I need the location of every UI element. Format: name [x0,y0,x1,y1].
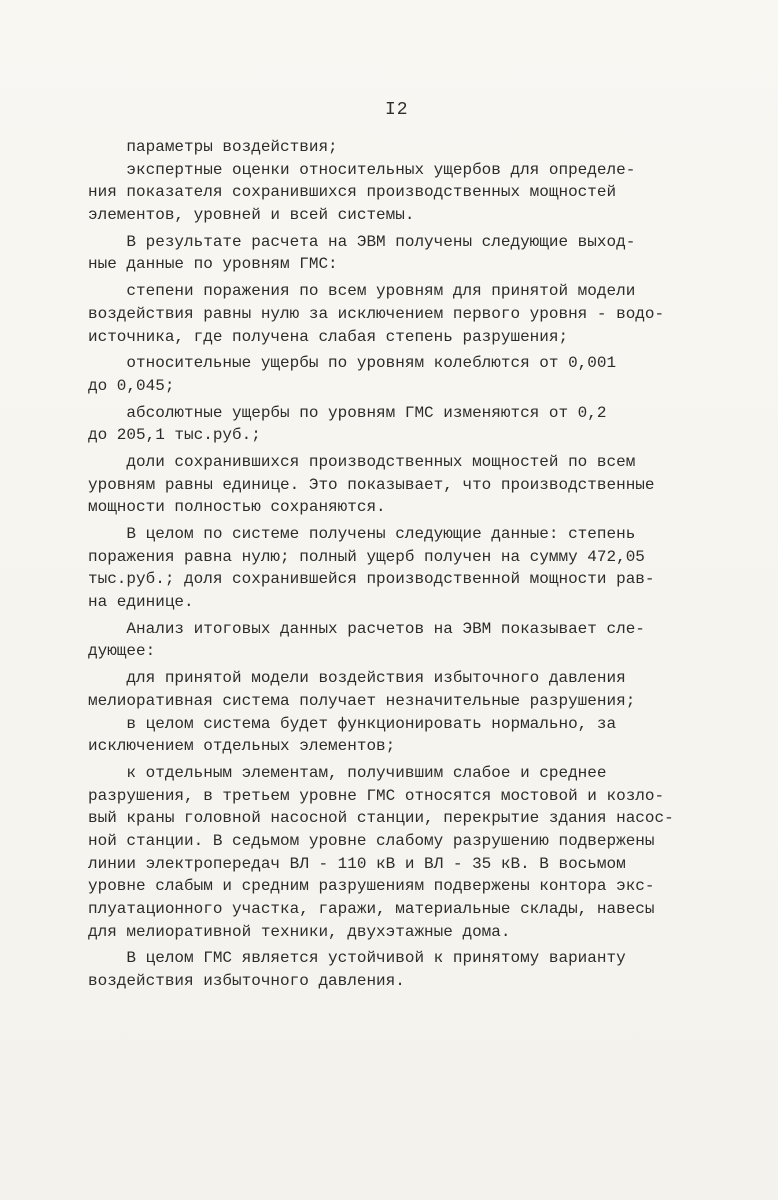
text-line: на единице. [88,593,194,612]
text-line: источника, где получена слабая степень разрушения; [88,327,569,346]
text-line: до 205,1 тыс.руб.; [88,426,261,445]
text-line: экспертные оценки относительных ущербов для определе- [88,160,636,179]
main-text [88,136,688,993]
text-line: воздействия равны нулю за исключением первого уровня - водо- [88,304,665,323]
text-line: до 0,045; [88,376,175,395]
text-line: ния показателя сохранившихся производственных мощностей [88,183,617,202]
text-line: воздействия избыточного давления. [88,972,405,991]
text-line: уровне слабым и средним разрушениям подвержены контора экс- [88,877,655,896]
text-line: тыс.руб.; доля сохранившейся производственной мощности рав- [88,570,655,589]
text-line: параметры воздействия; [88,138,338,156]
text-line: для мелиоративной техники, двухэтажные дома. [88,922,511,941]
page-number: I2 [385,100,409,120]
text-line: мелиоративная система получает незначительные разрушения; [88,691,636,710]
text-line: в целом система будет функционировать нормально, за [88,714,617,733]
text-line: В целом по системе получены следующие данные: степень [88,525,636,543]
text-line: разрушения, в третьем уровне ГМС относятся мостовой и козло- [88,786,665,805]
text-line: для принятой модели воздействия избыточного давления [88,669,626,688]
text-line: линии электропередач ВЛ - 110 кВ и ВЛ - 35 кВ. В восьмом [88,854,626,873]
text-line: ные данные по уровням ГМС: [88,255,338,274]
text-line: элементов, уровней и всей системы. [88,206,415,225]
text-line: В целом ГМС является устойчивой к принятому варианту [88,949,626,968]
text-line: степени поражения по всем уровням для принятой модели [88,282,636,301]
text-line: Анализ итоговых данных расчетов на ЭВМ показывает сле- [88,619,645,638]
text-line: относительные ущербы по уровням колеблются от 0,001 [88,354,617,373]
text-line: абсолютные ущербы по уровням ГМС изменяются от 0,2 [88,403,607,422]
text-line: уровням равны единице. Это показывает, что производственные [88,475,655,494]
text-line: к отдельным элементам, получившим слабое и среднее [88,763,607,782]
text-line: дующее: [88,642,156,661]
text-line: В результате расчета на ЭВМ получены следующие выход- [88,232,636,251]
text-line: поражения равна нулю; полный ущерб получен на сумму 472,05 [88,547,645,566]
text-line: мощности полностью сохраняются. [88,498,386,517]
text-line: вый краны головной насосной станции, перекрытие здания насос- [88,809,674,828]
text-line: плуатационного участка, гаражи, материальные склады, навесы [88,900,655,918]
text-line: доли сохранившихся производственных мощностей по всем [88,452,636,471]
text-line: ной станции. В седьмом уровне слабому разрушению подвержены [88,831,655,850]
text-line: исключением отдельных элементов; [88,737,396,756]
